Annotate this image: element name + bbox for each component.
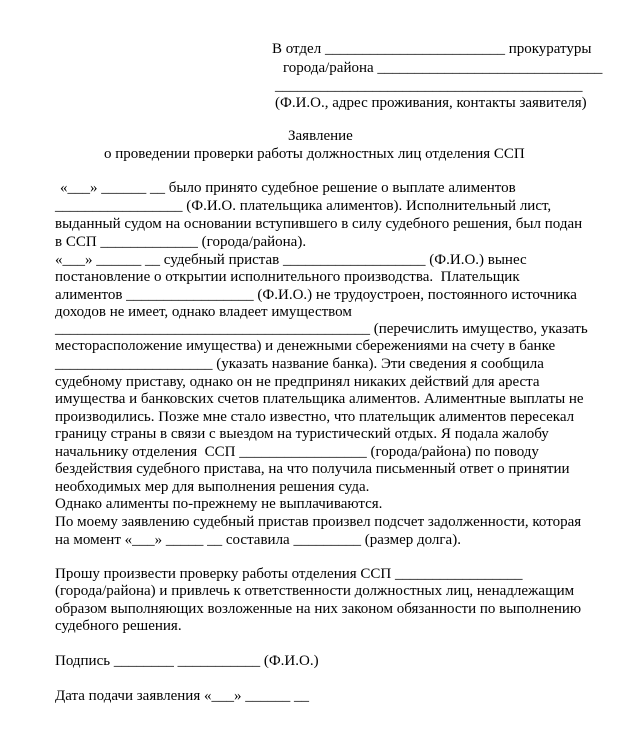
body-line: _____________________ (указать название банка). Эти сведения я сообщила — [55, 356, 544, 372]
header-city-line: города/района ______________________________ — [283, 60, 603, 76]
body-line: бездействия судебного пристава, на что получила письменный ответ о принятии — [55, 461, 570, 477]
body-line: _________________ (Ф.И.О. плательщика алиментов). Исполнительный лист, — [55, 198, 552, 214]
body-line: «___» ______ __ было принято судебное решение о выплате алиментов — [60, 180, 516, 196]
body-line: __________________________________________ (перечислить имущество, указать — [55, 321, 588, 337]
body-line: на момент «___» _____ __ составила _________ (размер долга). — [55, 532, 461, 548]
body-line: границу страны в связи с выездом на туристический отдых. Я подала жалобу — [55, 426, 549, 442]
body-line: алиментов _________________ (Ф.И.О.) не трудоустроен, постоянного источника — [55, 287, 577, 303]
body-line: производились. Позже мне стало известно, что плательщик алиментов пересекал — [55, 409, 575, 425]
signature-line: Подпись ________ ___________ (Ф.И.О.) — [55, 653, 319, 669]
submission-date-line: Дата подачи заявления «___» ______ __ — [55, 688, 309, 704]
body-line: в ССП _____________ (города/района). — [55, 234, 307, 250]
request-line: Прошу произвести проверку работы отделения ССП _________________ — [55, 566, 523, 582]
request-line: образом выполняющих возложенные на них законом обязанности по выполнению — [55, 601, 582, 617]
header-blank-line: _________________________________________ — [275, 78, 583, 94]
body-line: необходимых мер для выполнения решения суда. — [55, 479, 370, 495]
body-line: По моему заявлению судебный пристав произвел подсчет задолженности, которая — [55, 514, 582, 530]
body-line: судебному приставу, однако он не предпринял никаких действий для ареста — [55, 374, 540, 390]
body-line: начальнику отделения ССП _________________ (города/района) по поводу — [55, 444, 539, 460]
body-line: «___» ______ __ судебный пристав ___________________ (Ф.И.О.) вынес — [55, 252, 527, 268]
document-subtitle: о проведении проверки работы должностных лиц отделения ССП — [104, 146, 525, 162]
header-applicant-caption: (Ф.И.О., адрес проживания, контакты заявителя) — [275, 95, 587, 111]
request-line: судебного решения. — [55, 618, 182, 634]
document-title: Заявление — [288, 128, 353, 144]
body-line: имущества и банковских счетов плательщика алиментов. Алиментные выплаты не — [55, 391, 584, 407]
body-line: выданный судом на основании вступившего в силу судебного решения, был подан — [55, 216, 583, 232]
body-line: месторасположение имущества) и денежными сбережениями на счету в банке — [55, 338, 556, 354]
body-line: постановление о открытии исполнительного производства. Плательщик — [55, 269, 520, 285]
body-line: Однако алименты по-прежнему не выплачиваются. — [55, 496, 383, 512]
body-line: доходов не имеет, однако владеет имуществом — [55, 304, 352, 320]
request-line: (города/района) и привлечь к ответственности должностных лиц, ненадлежащим — [55, 583, 575, 599]
header-department-line: В отдел ________________________ прокуратуры — [272, 41, 592, 57]
